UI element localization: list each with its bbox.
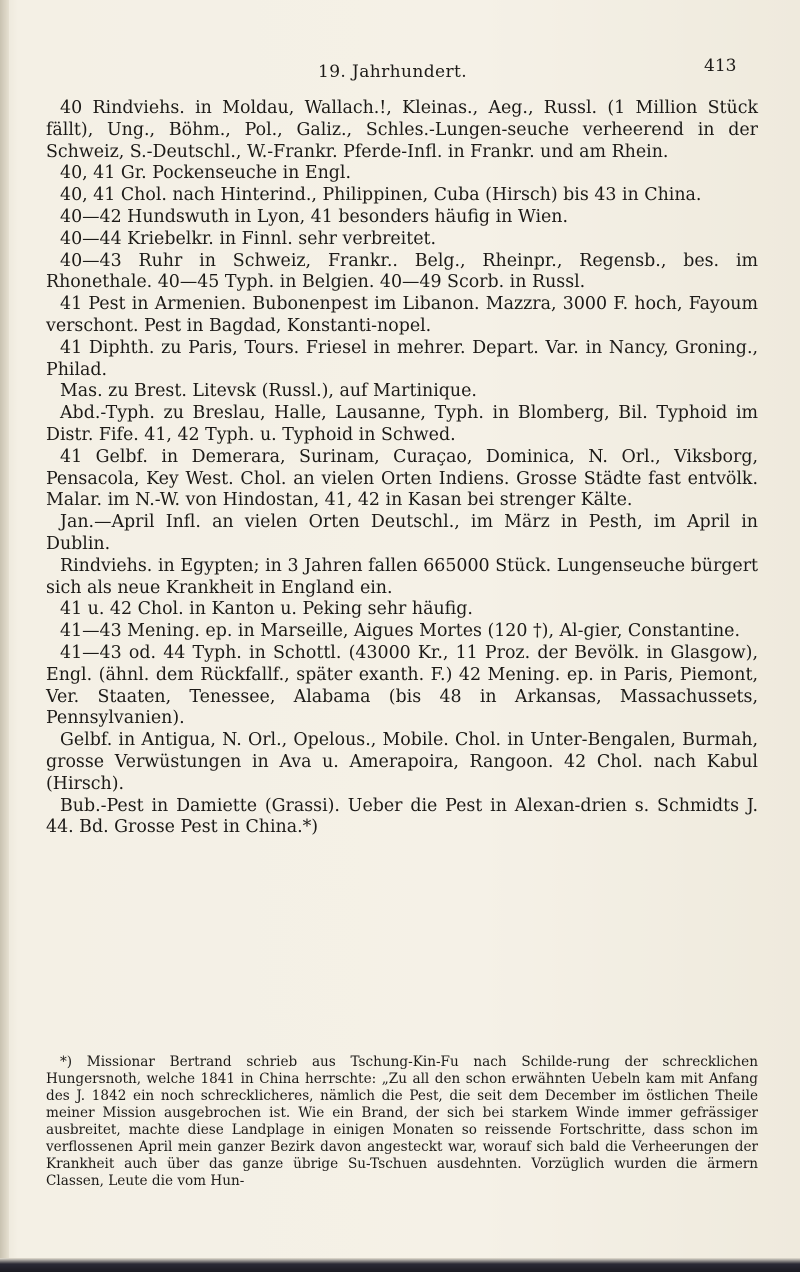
paragraph: 41 Pest in Armenien. Bubonenpest im Libanon. Mazzra, 3000 F. hoch, Fayoum verschont. Pest in Bagdad, Konstanti-nopel. [46,294,758,336]
paragraph: Rindviehs. in Egypten; in 3 Jahren fallen 665000 Stück. Lungenseuche bürgert sich als neue Krankheit in England ein. [46,555,758,598]
paragraph: 40—42 Hundswuth in Lyon, 41 besonders häufig in Wien. [60,206,569,227]
paragraph: 40, 41 Chol. nach Hinterind., Philippinen, Cuba (Hirsch) bis 43 in China. [60,185,702,206]
footnote: *) Missionar Bertrand schrieb aus Tschung-Kin-Fu nach Schilde-rung der schrecklichen Hungersnoth, welche 1841 in China herrschte: „Zu all den schon erwähnten Uebeln kam mit Anfang des J. 1842 ein noch schrecklicheres, nämlich die Pest, die seit dem December im östlichen Theile meiner Mission ausgebrochen ist. Wie ein Brand, der sich bei starkem Winde immer gefrässiger ausbreitet, machte diese Landplage in einigen Monaten so reissende Fortschritte, dass schon im verflossenen April mein ganzer Bezirk davon angesteckt war, worauf sich bald die Verheerungen der Krankheit auch über das ganze übrige Su-Tschuen ausdehnten. Vorzüglich wurden die ärmern Classen, Leute die vom Hun- [46,1054,758,1189]
paragraph: 41 u. 42 Chol. in Kanton u. Peking sehr häufig. [60,599,473,620]
paragraph: 41—43 Mening. ep. in Marseille, Aigues Mortes (120 †), Al-gier, Constantine. [60,621,740,642]
paragraph: Abd.-Typh. zu Breslau, Halle, Lausanne, Typh. in Blomberg, Bil. Typhoid im Distr. Fife. 41, 42 Typh. u. Typhoid in Schwed. [46,403,758,445]
paragraph: Gelbf. in Antigua, N. Orl., Opelous., Mobile. Chol. in Unter-Bengalen, Burmah, grosse Verwüstungen in Ava u. Amerapoira, Rangoon. 42 Chol. nach Kabul (Hirsch). [46,730,758,794]
paragraph: 40 Rindviehs. in Moldau, Wallach.!, Kleinas., Aeg., Russl. (1 Million Stück fällt), Ung., Böhm., Pol., Galiz., Schles.-Lungen-seuche verheerend in der Schweiz, S.-Deutschl., W.-Frankr. Pferde-Infl. in Frankr. und am Rhein. [46,98,758,162]
paragraph: Mas. zu Brest. Litevsk (Russl.), auf Martinique. [60,381,477,402]
paragraph: 41—43 od. 44 Typh. in Schottl. (43000 Kr., 11 Proz. der Bevölk. in Glasgow), Engl. (ähnl. dem Rückfallf., später exanth. F.) 42 Mening. ep. in Paris, Piemont, Ver. Staaten, Tenessee, Alabama (bis 48 in Arkansas, Massachussets, Pennsylvanien). [46,642,758,729]
page-bottom-edge [0,1258,800,1272]
paragraph: 41 Diphth. zu Paris, Tours. Friesel in mehrer. Depart. Var. in Nancy, Groning., Philad. [46,337,758,380]
paragraph: Jan.—April Infl. an vielen Orten Deutschl., im März in Pesth, im April in Dublin. [46,512,758,554]
page-spine-shadow [0,0,9,1272]
main-text [46,98,758,839]
page-number: 413 [704,56,737,76]
running-head: 19. Jahrhundert. [318,62,468,82]
paragraph: 40—43 Ruhr in Schweiz, Frankr.. Belg., Rheinpr., Regensb., bes. im Rhonethale. 40—45 Typh. in Belgien. 40—49 Scorb. in Russl. [46,250,758,293]
paragraph: 40, 41 Gr. Pockenseuche in Engl. [60,163,352,184]
paragraph: 41 Gelbf. in Demerara, Surinam, Curaçao, Dominica, N. Orl., Viksborg, Pensacola, Key West. Chol. an vielen Orten Indiens. Grosse Städte fast entvölk. Malar. im N.-W. von Hindostan, 41, 42 in Kasan bei strenger Kälte. [46,446,758,511]
paragraph: Bub.-Pest in Damiette (Grassi). Ueber die Pest in Alexan-drien s. Schmidts J. 44. Bd. Grosse Pest in China.*) [46,795,758,838]
page-header [0,56,800,84]
paragraph: 40—44 Kriebelkr. in Finnl. sehr verbreitet. [60,228,437,249]
footnote-block [46,1054,758,1190]
